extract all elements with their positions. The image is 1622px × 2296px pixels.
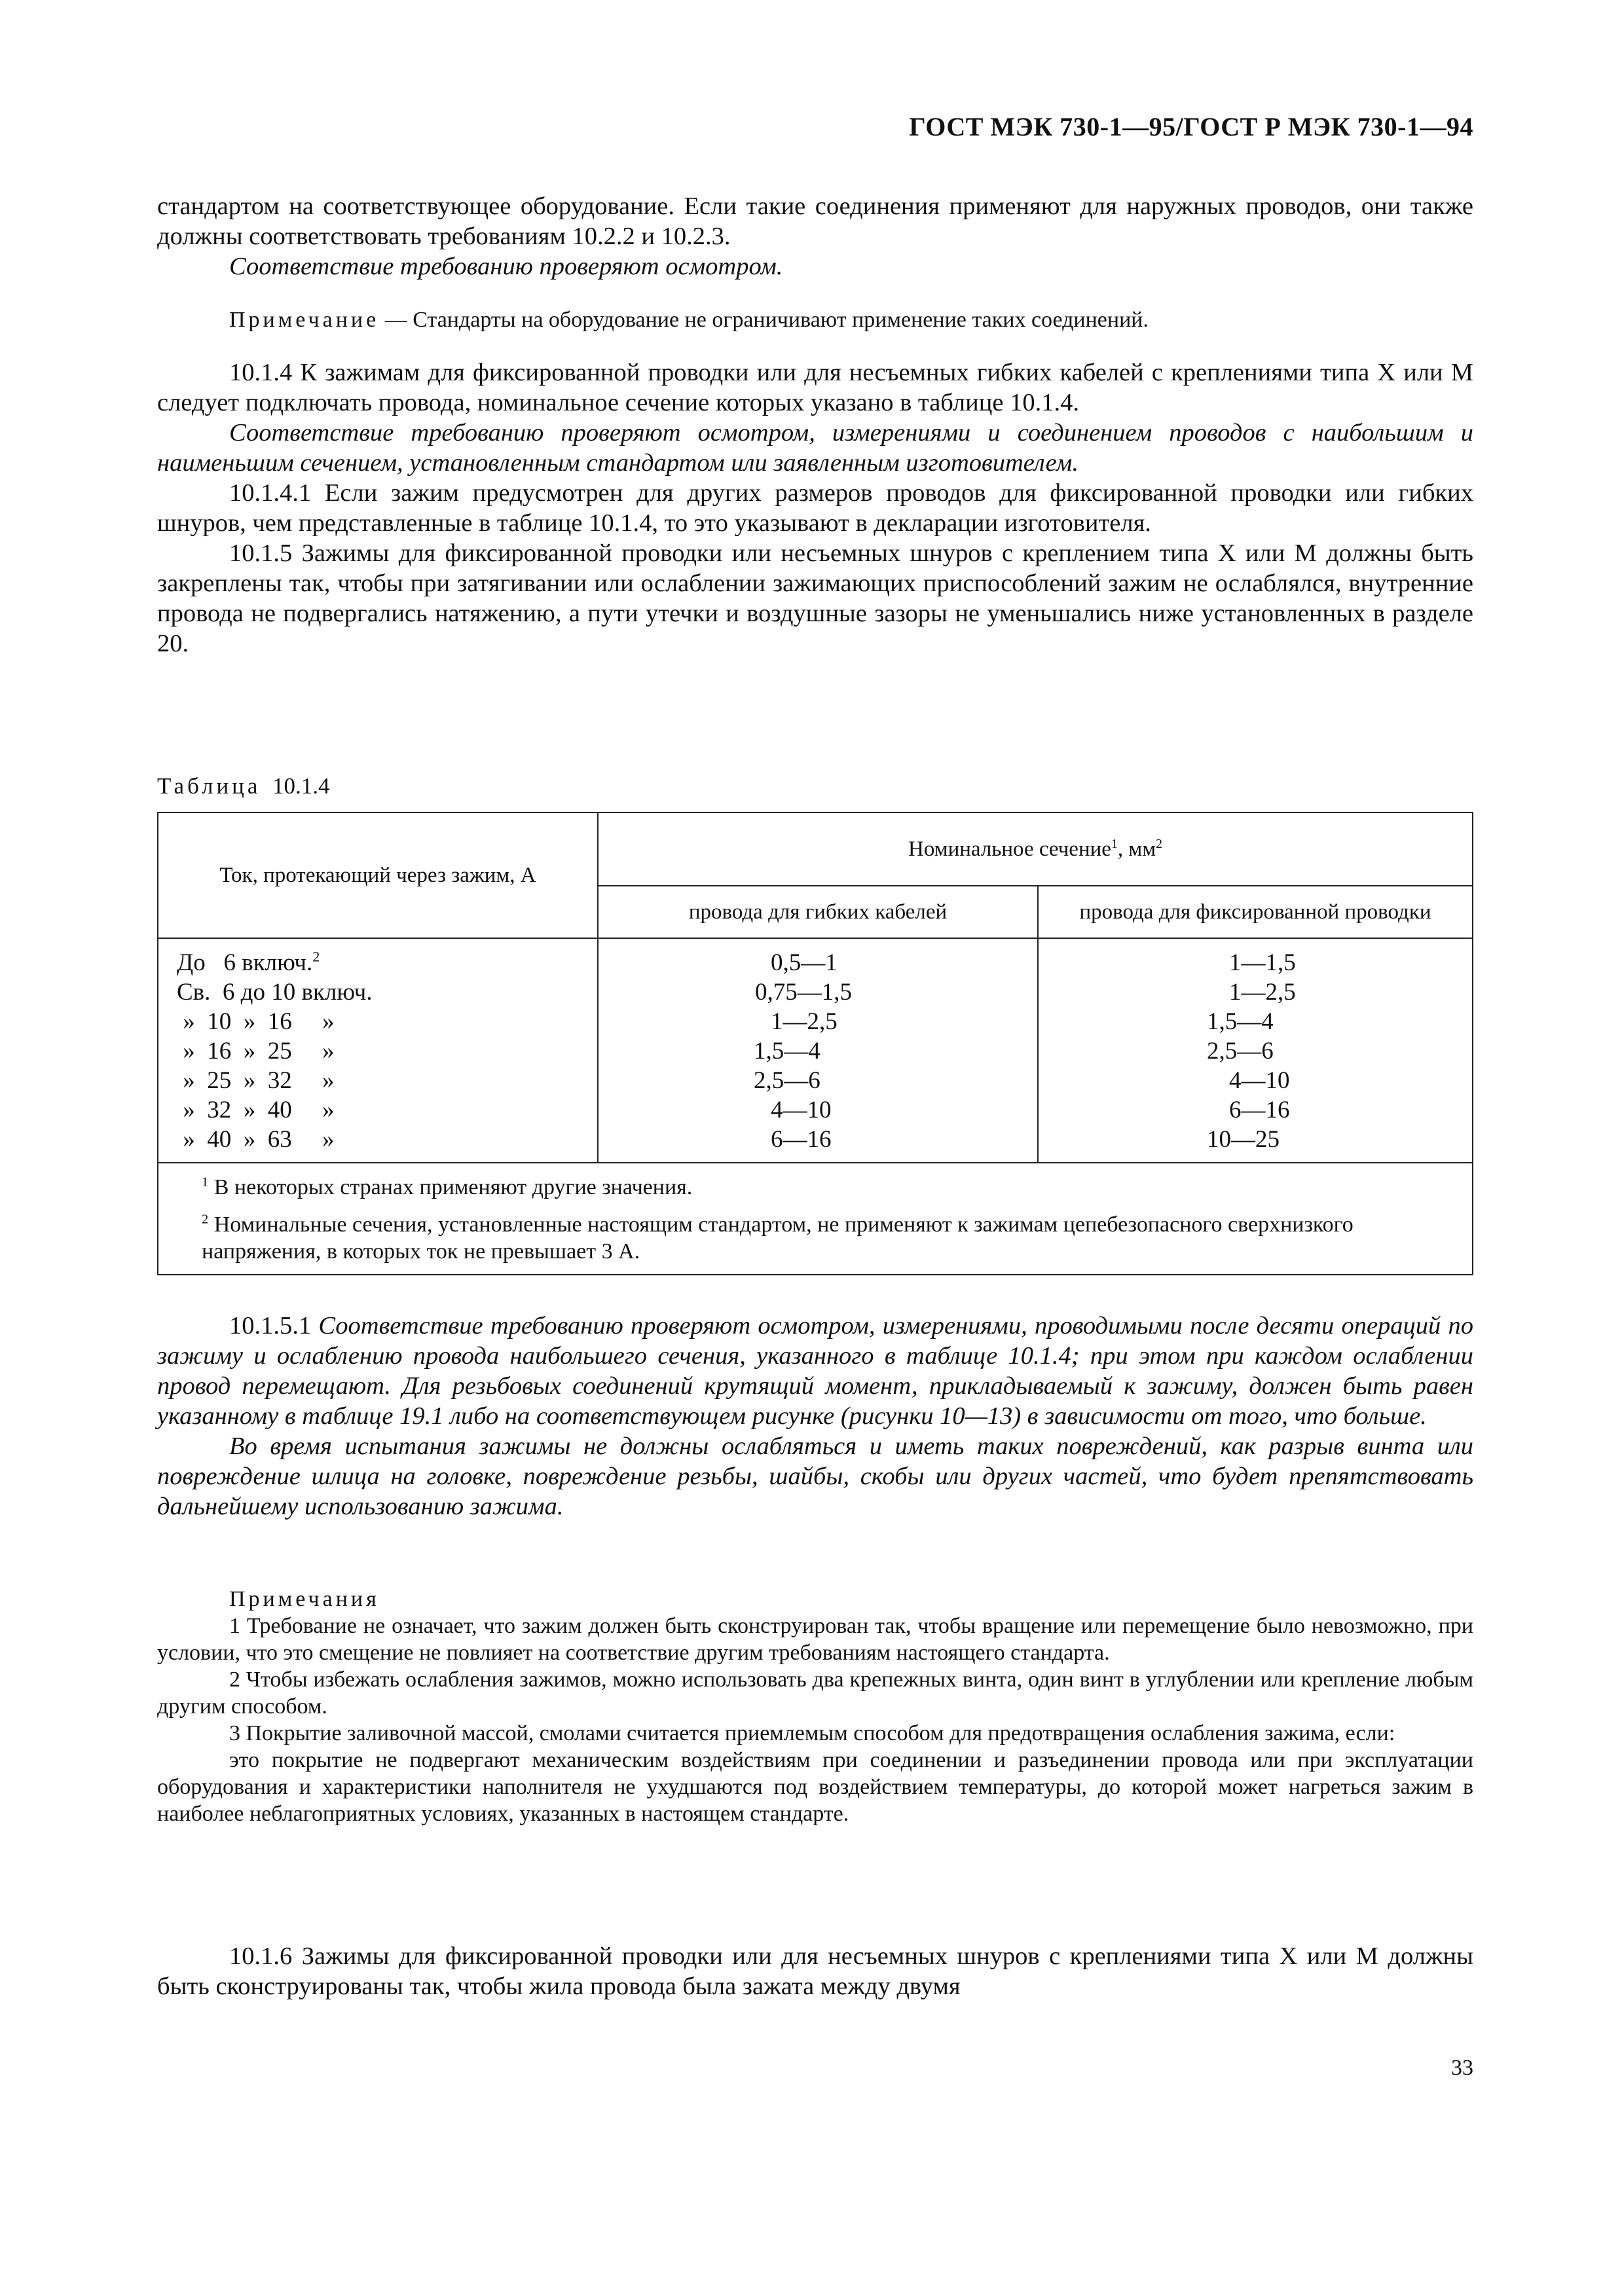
table-cell-flexible: 1—2,5: [771, 1008, 838, 1035]
table-cell-current: » 32 » 40 »: [177, 1097, 335, 1123]
paragraph-intro: стандартом на соответствующее оборудование. Если такие соединения применяют для наружных проводов, они также должны соответствовать требованиям 10.2.2 и 10.2.3.: [157, 192, 1473, 250]
paragraph-10-1-5-1: 10.1.5.1 Соответствие требованию проверяют осмотром, измерениями, проводимыми после десяти операций по зажиму и ослаблению провода наибольшего сечения, указанного в таблице 10.1.4; при этом при каждом ослаблении провод перемещают. Для резьбовых соединений крутящий момент, прикладываемый к зажиму, должен быть равен указанному в таблице 19.1 либо на соответствующем рисунке (рисунки 10—13) в зависимости от того, что больше.: [157, 1312, 1473, 1430]
paragraph-test: Во время испытания зажимы не должны ослабляться и иметь таких повреждений, как разрыв винта или повреждение шлица на головке, повреждение резьбы, шайбы, скобы или других частей, что будет препятствовать дальнейшему использованию зажима.: [157, 1432, 1473, 1520]
notes-label: Примечания: [229, 1587, 380, 1611]
table-caption-number: 10.1.4: [272, 773, 330, 799]
note-b: 2 Чтобы избежать ослабления зажимов, можно использовать два крепежных винта, один винт в углублении или крепление любым другим способом.: [157, 1667, 1473, 1719]
table-10-1-4: [157, 812, 1473, 1275]
table-cell-fixed: 1—1,5: [1229, 949, 1296, 976]
table-caption-label: Таблица: [157, 773, 261, 799]
section-10-1-6: [157, 1941, 1473, 2001]
table-footnotes: [158, 1163, 1473, 1275]
table-cell-fixed: 4—10: [1229, 1067, 1290, 1094]
table-column-fixed: [1038, 938, 1473, 1163]
table-cell-flexible: 1,5—4: [754, 1038, 820, 1065]
table-cell-fixed: 1—2,5: [1229, 979, 1296, 1006]
table-column-current: [158, 938, 598, 1163]
paragraph-10-1-5: 10.1.5 Зажимы для фиксированной проводки или несъемных шнуров с креплением типа X или M должны быть закреплены так, чтобы при затягивании или ослаблении зажимающих приспособлений зажим не ослаблялся, внутренние провода не подвергались натяжению, а пути утечки и воздушные зазоры не уменьшались ниже установленных в разделе 20.: [157, 539, 1473, 657]
paragraph-10-1-4-check: Соответствие требованию проверяют осмотром, измерениями и соединением проводов с наибольшим и наименьшим сечением, установленным стандартом или заявленным изготовителем.: [157, 419, 1473, 477]
table-cell-current: » 16 » 25 »: [177, 1038, 335, 1065]
table-cell-fixed: 1,5—4: [1207, 1008, 1274, 1035]
table-footnote-2: $^2$ Номинальные сечения, установленные настоящим стандартом, не применяют к зажимам цепебезопасного сверхнизкого напряжения, в которых ток не превышает 3 А.: [202, 1212, 1354, 1264]
table-cell-flexible: 0,5—1: [771, 949, 838, 976]
note-a: 1 Требование не означает, что зажим должен быть сконструирован так, чтобы вращение или перемещение было невозможно, при условии, что это смещение не повлияет на соответствие другим требованиям настоящего стандарта.: [157, 1614, 1473, 1665]
table-cell-current: » 25 » 32 »: [177, 1067, 335, 1094]
table-footnote-1: $^1$ В некоторых странах применяют другие значения.: [202, 1175, 693, 1199]
table-header-fixed: провода для фиксированной проводки: [1038, 886, 1473, 938]
table-caption: [157, 773, 1473, 799]
table-header-group: Номинальное сечение$^1$, $мм^2$: [598, 812, 1473, 886]
note-1: [157, 306, 1473, 333]
document-header: ГОСТ МЭК 730-1—95/ГОСТ Р МЭК 730-1—94: [909, 112, 1473, 141]
table-header-flexible: провода для гибких кабелей: [598, 886, 1038, 938]
table-cell-flexible: 2,5—6: [754, 1067, 820, 1094]
section-intro: [157, 191, 1473, 282]
table-cell-current: Св. 6 до 10 включ.: [177, 979, 373, 1006]
paragraph-intro-check: Соответствие требованию проверяют осмотром.: [229, 253, 783, 280]
paragraph-10-1-6: 10.1.6 Зажимы для фиксированной проводки или для несъемных шнуров с креплениями типа X или M должны быть сконструированы так, чтобы жила провода была зажата между двумя: [157, 1942, 1473, 2000]
note-c: 3 Покрытие заливочной массой, смолами считается приемлемым способом для предотвращения ослабления зажима, если:: [229, 1721, 1395, 1745]
paragraph-10-1-4: 10.1.4 К зажимам для фиксированной проводки или для несъемных гибких кабелей с креплениями типа X или M следует подключать провода, номинальное сечение которых указано в таблице 10.1.4.: [157, 359, 1473, 416]
note-c-continued: это покрытие не подвергают механическим воздействиям при соединении и разъединении провода или при эксплуатации оборудования и характеристики наполнителя не ухудшаются под воздействием температуры, до которой может нагреться зажим в наиболее неблагоприятных условиях, указанных в настоящем стандарте.: [157, 1748, 1473, 1826]
page-number: 33: [1451, 2056, 1473, 2080]
table-cell-current: До 6 включ.$^2$: [177, 948, 320, 976]
note-label: Примечание: [229, 308, 380, 332]
table-cell-flexible: 4—10: [771, 1097, 832, 1123]
note-text: — Стандарты на оборудование не ограничивают применение таких соединений.: [379, 308, 1149, 332]
section-10-1-4: [157, 357, 1473, 659]
table-cell-current: » 40 » 63 »: [177, 1126, 335, 1153]
paragraph-10-1-4-1: 10.1.4.1 Если зажим предусмотрен для других размеров проводов для фиксированной проводки или гибких шнуров, чем представленные в таблице 10.1.4, то это указывают в декларации изготовителя.: [157, 479, 1473, 537]
table-cell-flexible: 6—16: [771, 1126, 832, 1153]
table-cell-fixed: 6—16: [1229, 1097, 1290, 1123]
table-column-flexible: [598, 938, 1038, 1163]
table-cell-fixed: 10—25: [1207, 1126, 1280, 1153]
notes-block: [157, 1586, 1473, 1827]
table-cell-current: » 10 » 16 »: [177, 1008, 335, 1035]
section-10-1-5-1: [157, 1311, 1473, 1522]
table-header-current: Ток, протекающий через зажим, А: [158, 812, 598, 938]
table-cell-fixed: 2,5—6: [1207, 1038, 1274, 1065]
table-cell-flexible: 0,75—1,5: [755, 979, 852, 1006]
